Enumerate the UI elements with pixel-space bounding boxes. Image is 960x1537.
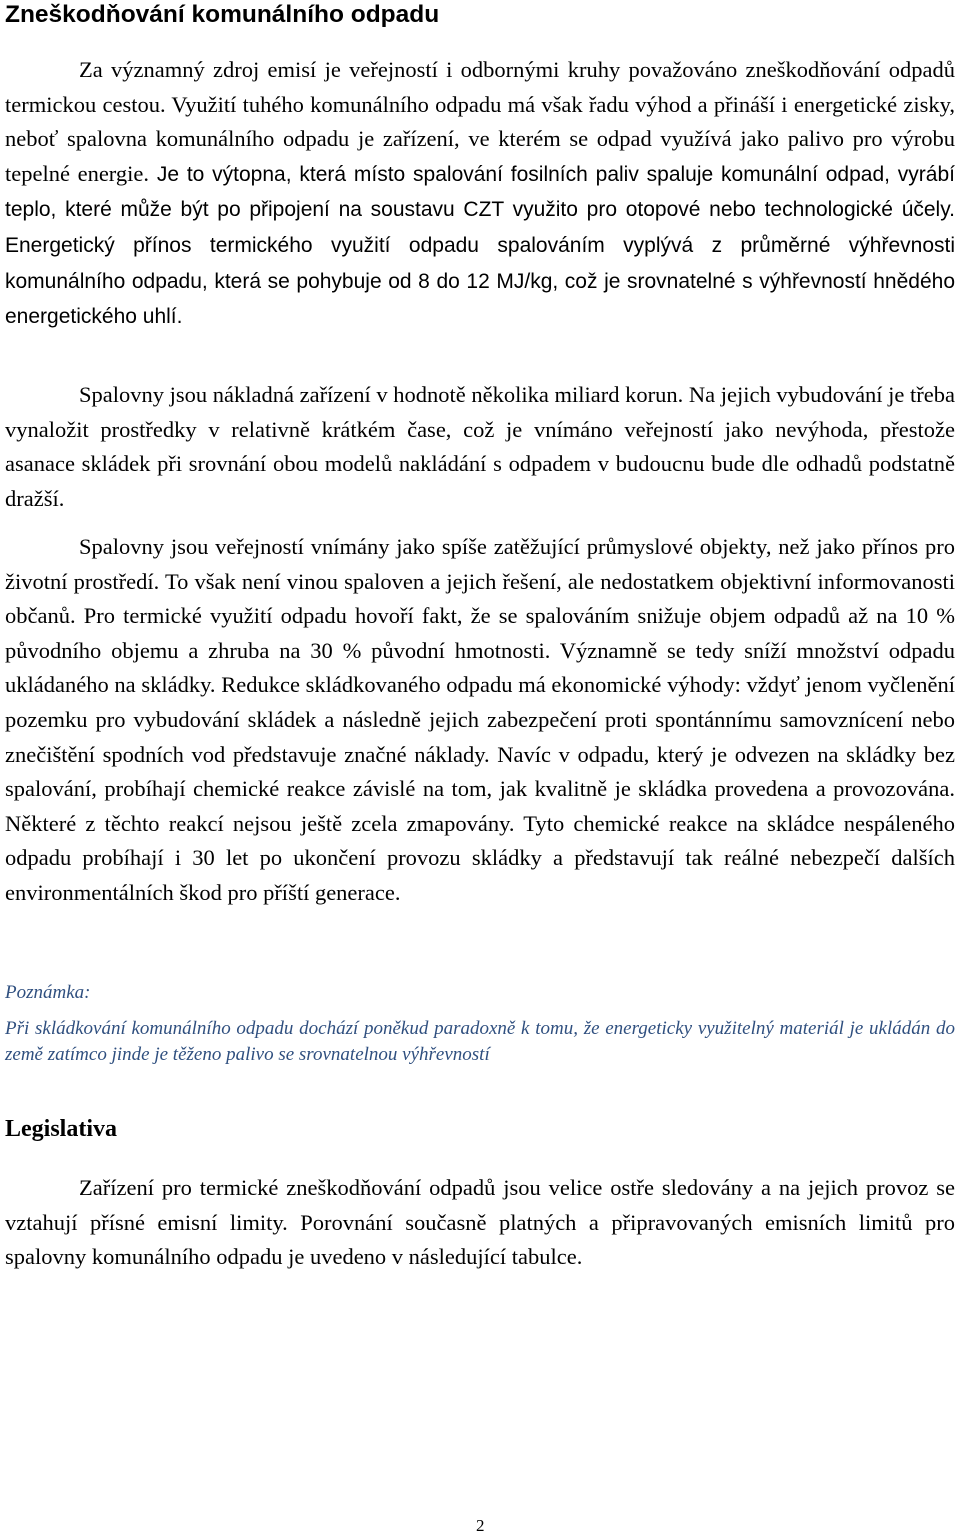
- paragraph-intro-part-a: Za významný zdroj emisí je veřejností i odbornými kruhy považováno zneškodňování odpadů termickou cestou. Využití tuhého komunálního odpadu má však řadu výhod a přináší i energetické zisky, neboť spalovna komunálního odpadu je zařízení, ve kterém se odpad využívá jako palivo pro výrobu tepelné energie.: [5, 57, 955, 186]
- paragraph-costs: Spalovny jsou nákladná zařízení v hodnotě několika miliard korun. Na jejich vybudování je třeba vynaložit prostředky v relativně krátkém čase, což je vnímáno veřejností jako nevýhoda, přestože asanace skládek při srovnání obou modelů nakládání s odpadem v budoucnu bude dle odhadů podstatně dražší.: [5, 382, 956, 511]
- page-number: 2: [476, 1516, 485, 1535]
- section-heading-legislation: Legislativa: [5, 1116, 117, 1142]
- paragraph-legislation: Zařízení pro termické zneškodňování odpadů jsou velice ostře sledovány a na jejich provoz se vztahují přísné emisní limity. Porovnání současně platných a připravovaných emisních limitů pro spalovny komunálního odpadu je uvedeno v následující tabulce.: [5, 1175, 955, 1270]
- section-heading-disposal: Zneškodňování komunálního odpadu: [5, 1, 440, 28]
- note-text: Při skládkování komunálního odpadu dochází poněkud paradoxně k tomu, že energeticky využitelný materiál je ukládán do země zatímco jinde je těženo palivo se srovnatelnou výhřevností: [5, 1018, 955, 1065]
- paragraph-intro-part-b: Je to výtopna, která místo spalování fosilních paliv spaluje komunální odpad, vyrábí teplo, které může být po připojení na soustavu CZT využito pro otopové nebo technologické účely. Energetický přínos termického využití odpadu spalováním vyplývá z průměrné výhřevnosti komunálního odpadu, která se pohybuje od 8 do 12 MJ/kg, což je srovnatelné s výhřevností hnědého energetického uhlí.: [5, 162, 955, 329]
- paragraph-intro: [5, 53, 955, 335]
- note-label: Poznámka:: [5, 982, 91, 1003]
- paragraph-perception: Spalovny jsou veřejností vnímány jako spíše zatěžující průmyslové objekty, než jako přínos pro životní prostředí. To však není vinou spaloven a jejich řešení, ale nedostatkem objektivní informovanosti občanů. Pro termické využití odpadu hovoří fakt, že se spalováním snižuje objem odpadů až na 10 % původního objemu a zhruba na 30 % původní hmotnosti. Významně se tedy sníží množství odpadu ukládaného na skládky. Redukce skládkovaného odpadu má ekonomické výhody: vždyť jenom vyčlenění pozemku pro vybudování skládek a následně jejich zabezpečení proti spontánnímu samovznícení nebo znečištění spodních vod představuje značné náklady. Navíc v odpadu, který je odvezen na skládky bez spalování, probíhají chemické reakce závislé na tom, jak kvalitně je skládka provedena a provozována. Některé z těchto reakcí nejsou ještě zcela zmapovány. Tyto chemické reakce na skládce nespáleného odpadu probíhají i 30 let po ukončení provozu skládky a představují tak reálné nebezpečí dalších environmentálních škod pro příští generace.: [5, 534, 955, 905]
